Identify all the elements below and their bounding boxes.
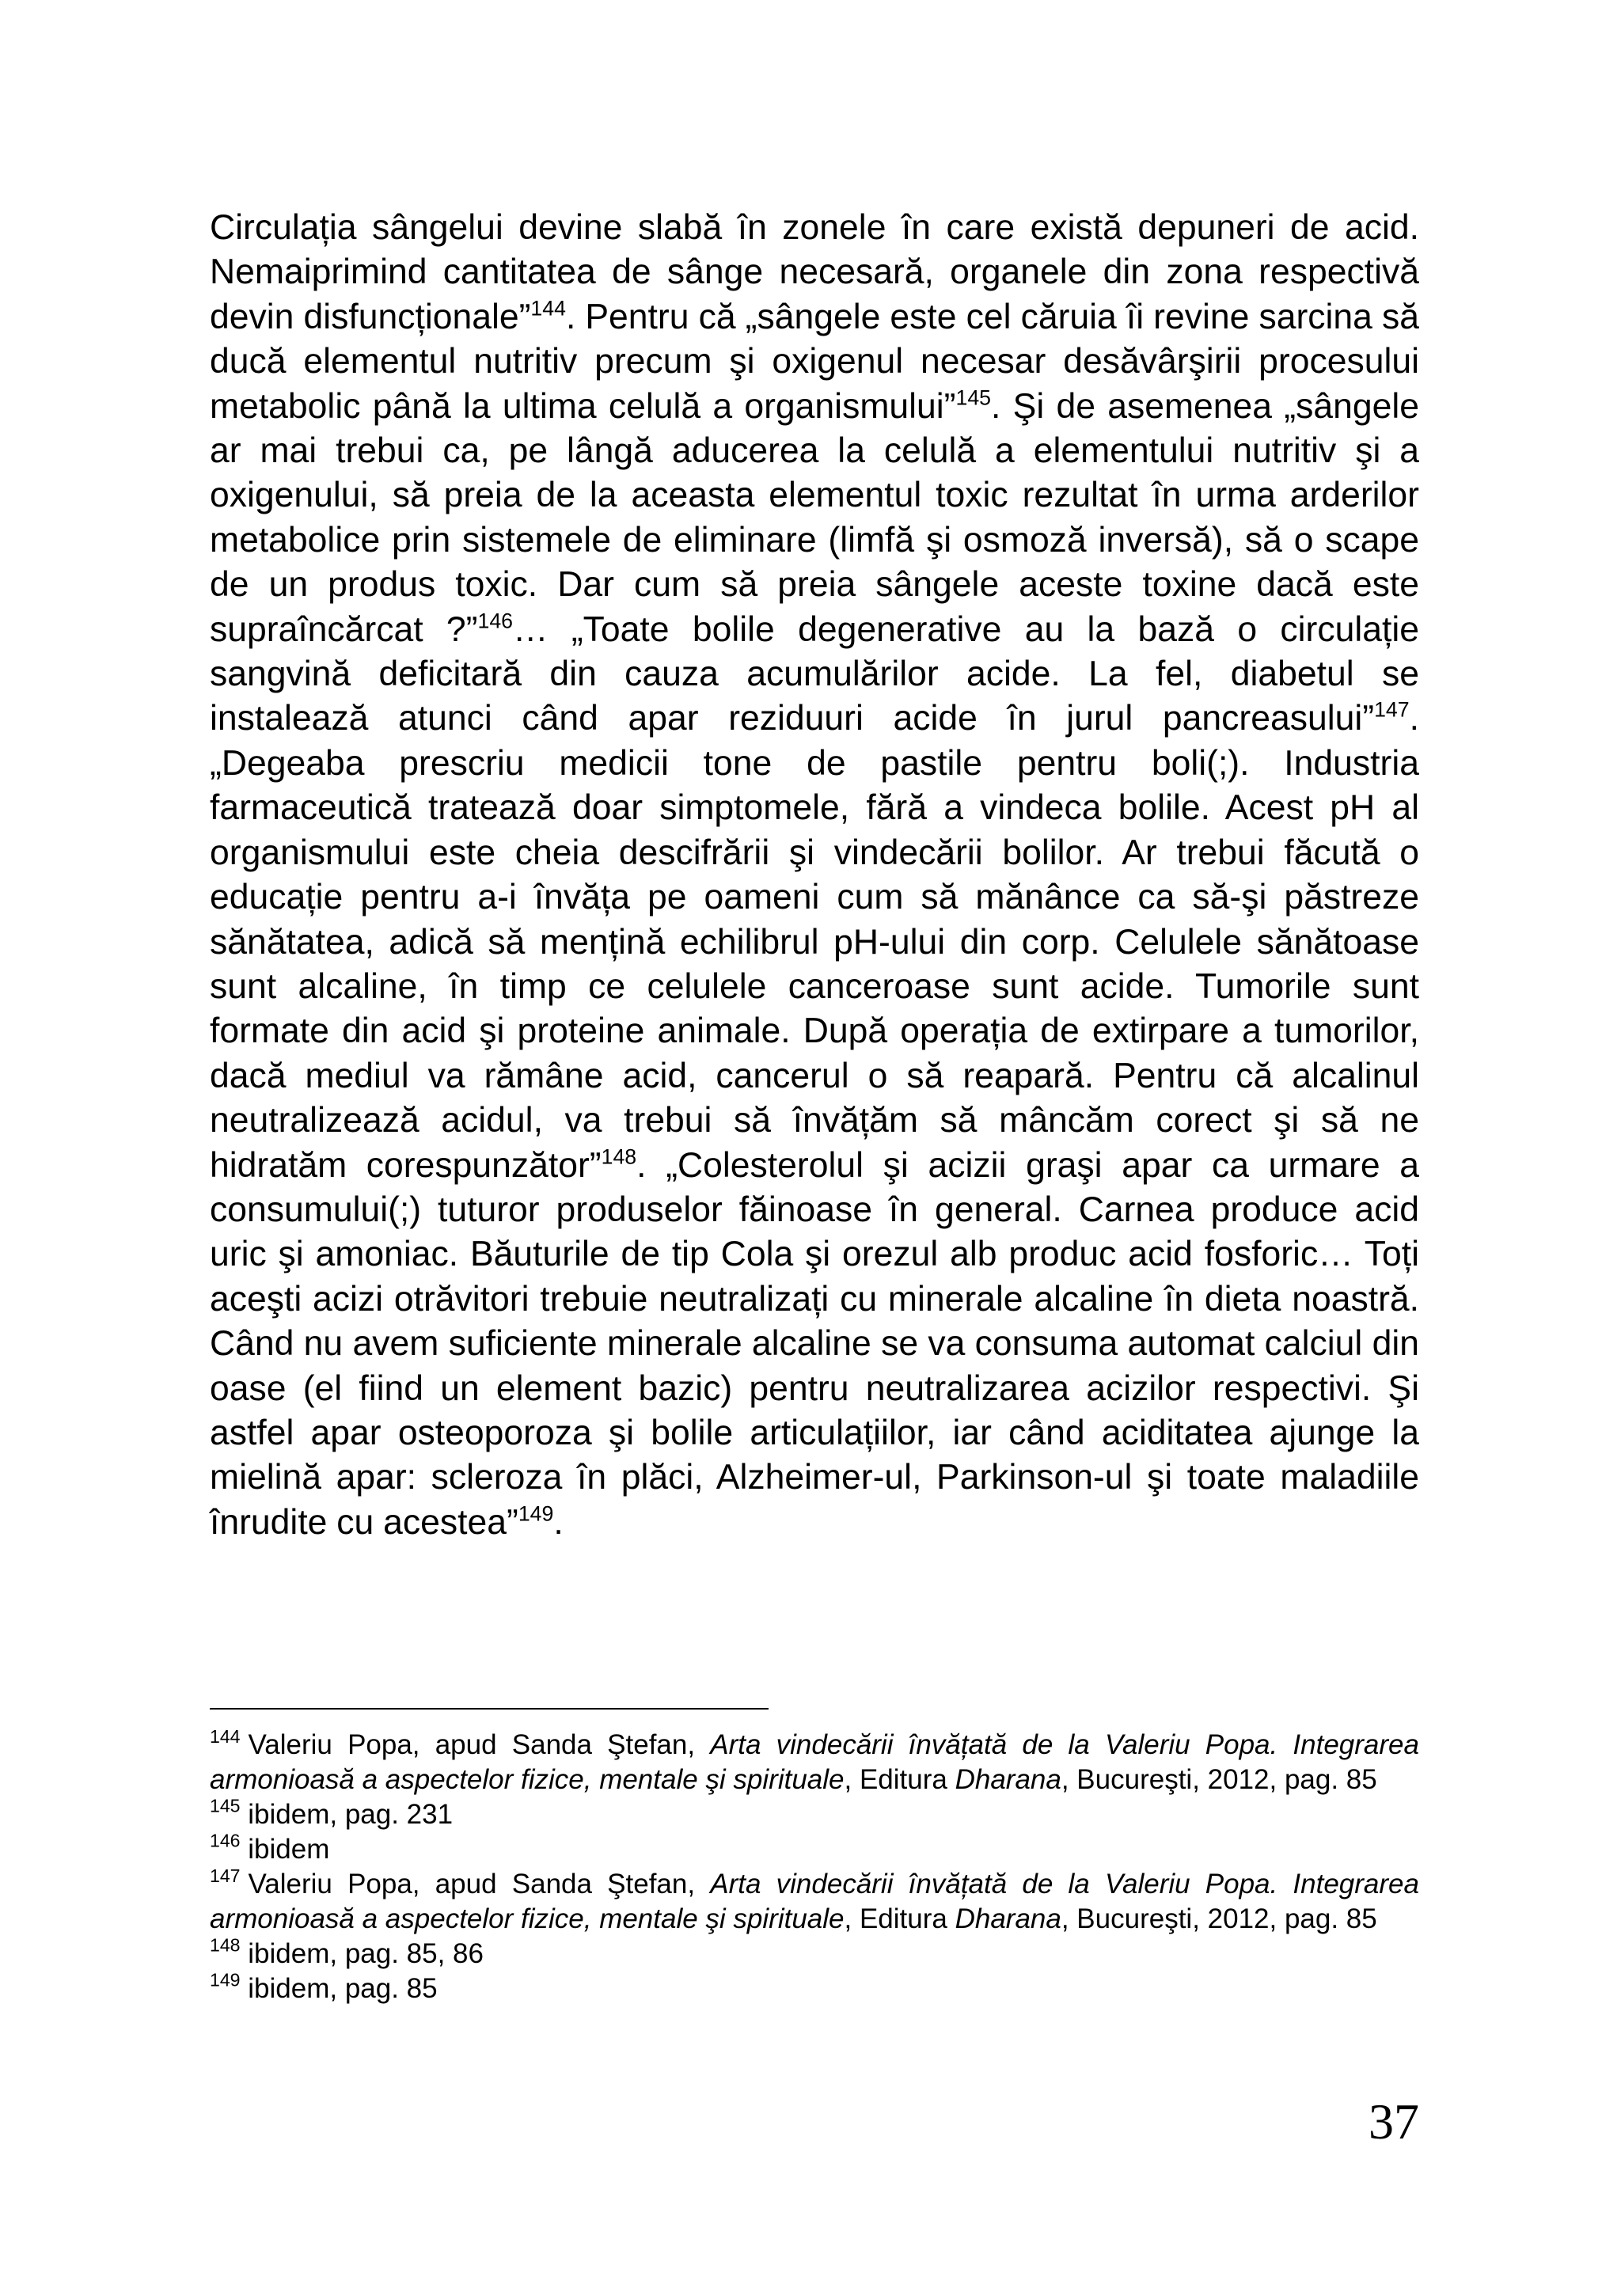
footnote-149 bbox=[210, 1969, 1419, 2006]
text-run: . „Colesterolul şi acizii graşi apar ca urmare a consumului(;) tuturor produselor făinoase în general. Carnea produce acid uric şi amoniac. Băuturile de tip Cola şi orezul alb produc acid fosforic… Toți aceşti acizi otrăvitori trebuie neutralizați cu minerale alcaline în dieta noastră. Când nu avem suficiente minerale alcaline se va consuma automat calciul din oase (el fiind un element bazic) pentru neutralizarea acizilor respectivi. Şi astfel apar osteoporoza şi bolile articulațiilor, iar când aciditatea ajunge la mielină apar: scleroza în plăci, Alzheimer-ul, Parkinson-ul şi toate maladiile înrudite cu acestea” bbox=[210, 1145, 1419, 1542]
footnote-number: 144 bbox=[210, 1725, 241, 1747]
footnote-ref-148[interactable]: 148 bbox=[601, 1144, 637, 1168]
footnote-ref-147[interactable]: 147 bbox=[1374, 697, 1410, 722]
footnote-book-title: Arta vindecării învățată de la Valeriu Popa. Integrarea armonioasă a aspectelor fizice, mentale şi spirituale bbox=[210, 1729, 1419, 1795]
footnote-text: ibidem, pag. 85, 86 bbox=[248, 1938, 484, 1969]
footnote-text: , Bucureşti, 2012, pag. 85 bbox=[1061, 1764, 1377, 1795]
footnote-separator bbox=[210, 1708, 769, 1710]
footnote-145 bbox=[210, 1797, 1419, 1832]
footnote-147 bbox=[210, 1867, 1419, 1937]
footnote-144 bbox=[210, 1725, 1419, 1797]
footnote-text: ibidem, pag. 85 bbox=[248, 1973, 438, 2004]
text-run: . Şi de asemenea „sângele ar mai trebui ca, pe lângă aducerea la celulă a elementului nutritiv şi a oxigenului, să preia de la aceasta elementul toxic rezultat în urma arderilor metabolice prin sistemele de eliminare (limfă şi osmoză inversă), să o scape de un produs toxic. Dar cum să preia sângele aceste toxine dacă este supraîncărcat ?” bbox=[210, 386, 1419, 649]
footnote-publisher: Dharana bbox=[955, 1903, 1061, 1934]
footnote-number: 146 bbox=[210, 1830, 241, 1851]
footnote-text: ibidem bbox=[248, 1834, 330, 1865]
footnotes-section bbox=[210, 1725, 1419, 2006]
body-paragraph bbox=[210, 206, 1419, 1545]
text-run: … „Toate bolile degenerative au la bază o circulație sangvină deficitară din cauza acumulărilor acide. La fel, diabetul se instalează atunci când apar reziduuri acide în jurul pancreasului” bbox=[210, 609, 1419, 738]
footnote-book-title: Arta vindecării învățată de la Valeriu Popa. Integrarea armonioasă a aspectelor fizice, mentale şi spirituale bbox=[210, 1869, 1419, 1934]
footnote-text: , Editura bbox=[844, 1764, 955, 1795]
footnote-146 bbox=[210, 1832, 1419, 1867]
page-number: 37 bbox=[1369, 2093, 1419, 2150]
text-run: Circulația sângelui devine slabă în zonele în care există depuneri de acid. Nemaiprimind cantitatea de sânge necesară, organele din zona respectivă devin disfuncționale” bbox=[210, 208, 1419, 336]
footnote-publisher: Dharana bbox=[955, 1764, 1061, 1795]
footnote-148 bbox=[210, 1934, 1419, 1972]
footnote-text: , Editura bbox=[844, 1903, 955, 1934]
footnote-ref-149[interactable]: 149 bbox=[518, 1501, 554, 1526]
text-run: . Pentru că „sângele este cel căruia îi revine sarcina să ducă elementul nutritiv precum şi oxigenul necesar desăvârşirii procesului metabolic până la ultima celulă a organismului” bbox=[210, 297, 1419, 426]
footnote-ref-146[interactable]: 146 bbox=[477, 609, 514, 633]
footnote-number: 148 bbox=[210, 1934, 241, 1956]
footnote-text: , Bucureşti, 2012, pag. 85 bbox=[1061, 1903, 1377, 1934]
footnote-text: Valeriu Popa, apud Sanda Ştefan, bbox=[248, 1869, 711, 1899]
footnote-number: 149 bbox=[210, 1969, 241, 1990]
text-run: . bbox=[553, 1502, 564, 1542]
footnote-text: ibidem, pag. 231 bbox=[248, 1799, 454, 1830]
footnote-text: Valeriu Popa, apud Sanda Ştefan, bbox=[248, 1729, 711, 1760]
footnote-number: 145 bbox=[210, 1795, 241, 1816]
footnote-ref-144[interactable]: 144 bbox=[530, 296, 566, 321]
footnote-number: 147 bbox=[210, 1865, 241, 1886]
footnote-ref-145[interactable]: 145 bbox=[955, 385, 992, 410]
text-run: . „Degeaba prescriu medicii tone de pastile pentru boli(;). Industria farmaceutică tratează doar simptomele, fără a vindeca bolile. Acest pH al organismului este cheia descifrării şi vindecării bolilor. Ar trebui făcută o educație pentru a-i învăța pe oameni cum să mănânce ca să-şi păstreze sănătatea, adică să mențină echilibrul pH-ului din corp. Celulele sănătoase sunt alcaline, în timp ce celulele canceroase sunt acide. Tumorile sunt formate din acid şi proteine animale. După operația de extirpare a tumorilor, dacă mediul va rămâne acid, cancerul o să reapară. Pentru că alcalinul neutralizează acidul, va trebui să învățăm să mâncăm corect şi să ne hidratăm corespunzător” bbox=[210, 699, 1419, 1185]
